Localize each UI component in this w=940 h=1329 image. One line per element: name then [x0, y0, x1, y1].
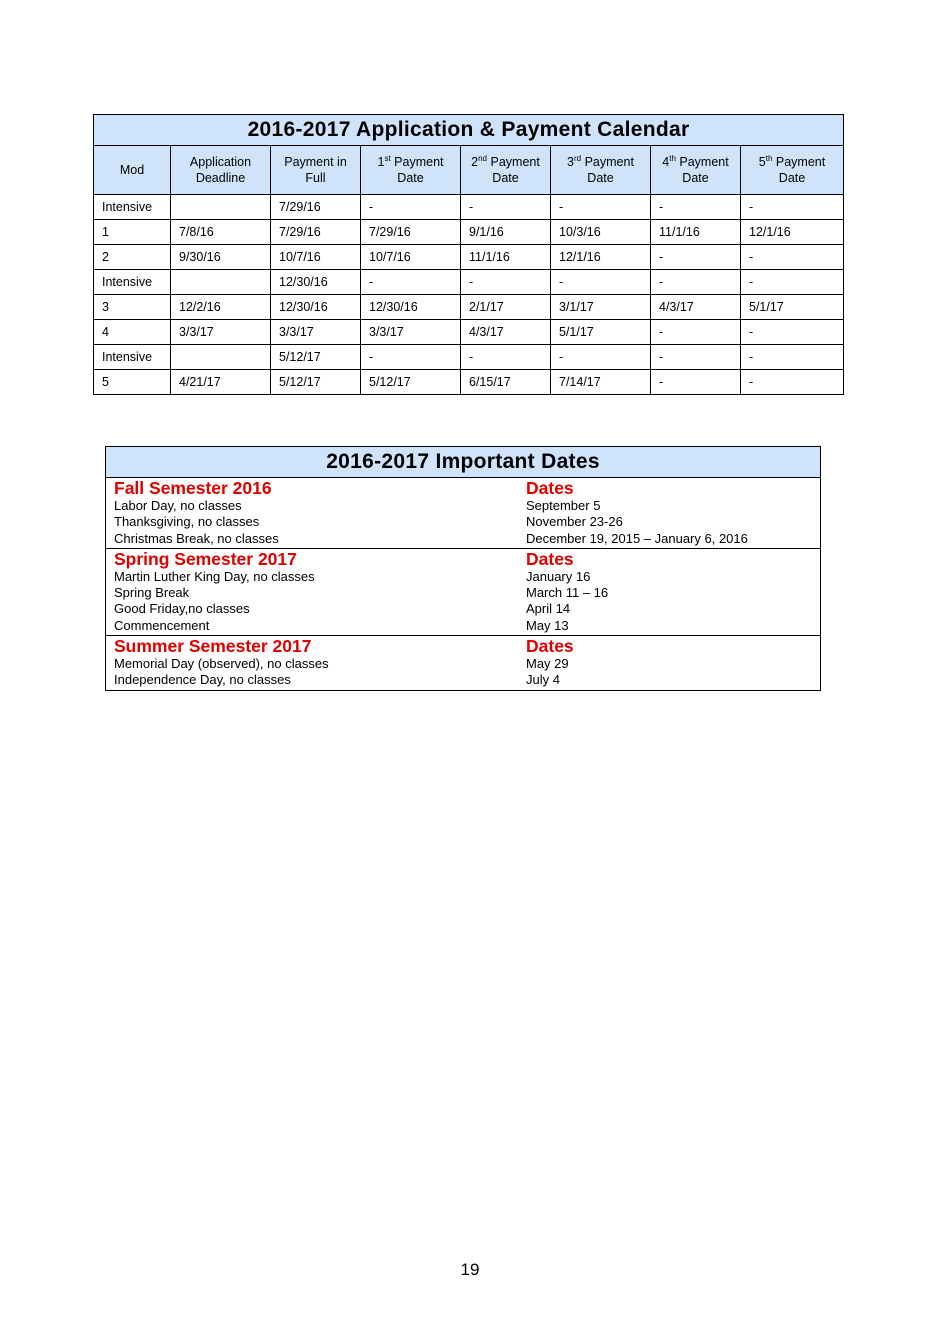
table-row [94, 195, 844, 220]
table-cell: 4/21/17 [171, 370, 271, 395]
column-header-text: Payment Date [675, 155, 729, 185]
table-cell: - [651, 320, 741, 345]
section-heading: Fall Semester 2016 [114, 478, 272, 498]
table-cell: 3 [94, 295, 171, 320]
table-cell: - [741, 245, 844, 270]
column-header [651, 146, 741, 195]
table-cell: - [461, 345, 551, 370]
table-cell: 12/2/16 [171, 295, 271, 320]
table-cell [171, 195, 271, 220]
column-header-text: Payment Date [390, 155, 444, 185]
table-cell: 3/1/17 [551, 295, 651, 320]
table-cell: - [551, 270, 651, 295]
event-date: May 29 [526, 656, 569, 672]
table-cell: 12/30/16 [271, 295, 361, 320]
list-item [114, 531, 812, 547]
table-cell: 2 [94, 245, 171, 270]
table-cell: 12/1/16 [551, 245, 651, 270]
column-header-text: 3 [567, 155, 574, 169]
event-name: Martin Luther King Day, no classes [114, 568, 315, 584]
important-dates-title: 2016-2017 Important Dates [106, 447, 820, 478]
table-cell: 9/30/16 [171, 245, 271, 270]
table-cell: 10/3/16 [551, 220, 651, 245]
table-cell: - [551, 195, 651, 220]
table-cell: 1 [94, 220, 171, 245]
column-header [94, 146, 171, 195]
column-header [461, 146, 551, 195]
table-cell: 4 [94, 320, 171, 345]
table-cell: 9/1/16 [461, 220, 551, 245]
column-header [551, 146, 651, 195]
table-cell: Intensive [94, 270, 171, 295]
table-cell: 12/30/16 [271, 270, 361, 295]
table-cell: - [651, 370, 741, 395]
table-cell: 3/3/17 [361, 320, 461, 345]
column-header-text: 5 [758, 155, 766, 169]
table-row [94, 220, 844, 245]
dates-heading: Dates [526, 478, 574, 498]
table-cell: Intensive [94, 195, 171, 220]
list-item [114, 569, 812, 585]
column-header-text: Payment Date [772, 155, 826, 185]
table-row [94, 345, 844, 370]
payment-calendar-title: 2016-2017 Application & Payment Calendar [94, 115, 844, 146]
event-date: January 16 [526, 568, 591, 584]
column-header [271, 146, 361, 195]
list-item [114, 656, 812, 672]
table-cell: - [651, 195, 741, 220]
list-item [114, 514, 812, 530]
event-date: November 23-26 [526, 514, 623, 530]
table-cell: - [741, 195, 844, 220]
table-cell: 10/7/16 [361, 245, 461, 270]
table-cell [171, 270, 271, 295]
table-cell: - [651, 345, 741, 370]
table-cell: 12/1/16 [741, 220, 844, 245]
table-cell: 6/15/17 [461, 370, 551, 395]
table-cell: 7/14/17 [551, 370, 651, 395]
table-cell: Intensive [94, 345, 171, 370]
column-header [171, 146, 271, 195]
event-date: July 4 [526, 672, 560, 688]
list-item [114, 601, 812, 617]
table-cell: - [741, 270, 844, 295]
table-cell: 5/12/17 [361, 370, 461, 395]
event-date: December 19, 2015 – January 6, 2016 [526, 530, 748, 546]
event-name: Memorial Day (observed), no classes [114, 656, 329, 672]
table-cell: - [551, 345, 651, 370]
payment-calendar-table [93, 114, 844, 395]
list-item [114, 585, 812, 601]
column-header-ordinal: th [765, 154, 773, 163]
table-cell: - [741, 345, 844, 370]
table-cell: 7/8/16 [171, 220, 271, 245]
table-cell: 4/3/17 [461, 320, 551, 345]
column-header [741, 146, 844, 195]
column-header [361, 146, 461, 195]
summer-semester-section [106, 635, 820, 690]
table-cell: 3/3/17 [171, 320, 271, 345]
event-name: Good Friday,no classes [114, 601, 250, 617]
table-cell: - [361, 270, 461, 295]
table-cell: 7/29/16 [361, 220, 461, 245]
table-cell: 11/1/16 [651, 220, 741, 245]
dates-heading: Dates [526, 636, 574, 657]
table-cell: 11/1/16 [461, 245, 551, 270]
table-cell: 5 [94, 370, 171, 395]
table-row [94, 270, 844, 295]
table-cell: - [461, 195, 551, 220]
event-name: Thanksgiving, no classes [114, 514, 260, 530]
column-header-text: Application Deadline [189, 155, 252, 185]
column-header-text: Payment Date [487, 155, 540, 185]
important-dates-box [105, 446, 821, 691]
table-cell [171, 345, 271, 370]
column-header-ordinal: th [669, 154, 676, 163]
table-cell: 3/3/17 [271, 320, 361, 345]
table-cell: - [741, 320, 844, 345]
column-header-ordinal: nd [478, 154, 488, 163]
table-row [94, 245, 844, 270]
column-header-text: 4 [662, 155, 670, 169]
table-cell: 5/1/17 [551, 320, 651, 345]
table-cell: 5/12/17 [271, 370, 361, 395]
table-cell: 12/30/16 [361, 295, 461, 320]
list-item [114, 498, 812, 514]
event-date: September 5 [526, 498, 601, 513]
table-cell: 5/1/17 [741, 295, 844, 320]
table-row [94, 370, 844, 395]
table-cell: - [651, 270, 741, 295]
list-item [114, 672, 812, 688]
table-cell: 4/3/17 [651, 295, 741, 320]
column-header-text: Payment Date [581, 155, 634, 185]
table-cell: - [651, 245, 741, 270]
table-cell: - [361, 345, 461, 370]
table-row [94, 320, 844, 345]
section-heading: Spring Semester 2017 [114, 548, 297, 569]
column-header-ordinal: st [384, 154, 391, 163]
column-header-text: 1 [377, 155, 385, 169]
spring-semester-section [106, 548, 820, 635]
event-date: May 13 [526, 617, 569, 633]
event-name: Commencement [114, 617, 210, 633]
column-header-text: Payment in Full [284, 155, 347, 185]
table-cell: 10/7/16 [271, 245, 361, 270]
dates-heading: Dates [526, 548, 574, 569]
event-date: March 11 – 16 [526, 585, 609, 601]
column-header-ordinal: rd [574, 154, 582, 163]
table-row [94, 295, 844, 320]
section-heading: Summer Semester 2017 [114, 636, 312, 657]
event-date: April 14 [526, 601, 571, 617]
table-cell: - [361, 195, 461, 220]
fall-semester-section [106, 478, 820, 548]
event-name: Spring Break [114, 585, 190, 601]
event-name: Independence Day, no classes [114, 672, 291, 688]
page-number: 19 [460, 1260, 480, 1279]
table-cell: 7/29/16 [271, 195, 361, 220]
column-header-text: Mod [119, 163, 145, 177]
event-name: Labor Day, no classes [114, 498, 242, 513]
column-header-text: 2 [471, 155, 479, 169]
table-cell: - [741, 370, 844, 395]
event-name: Christmas Break, no classes [114, 530, 279, 546]
table-cell: - [461, 270, 551, 295]
list-item [114, 618, 812, 634]
table-cell: 2/1/17 [461, 295, 551, 320]
table-cell: 5/12/17 [271, 345, 361, 370]
table-cell: 7/29/16 [271, 220, 361, 245]
